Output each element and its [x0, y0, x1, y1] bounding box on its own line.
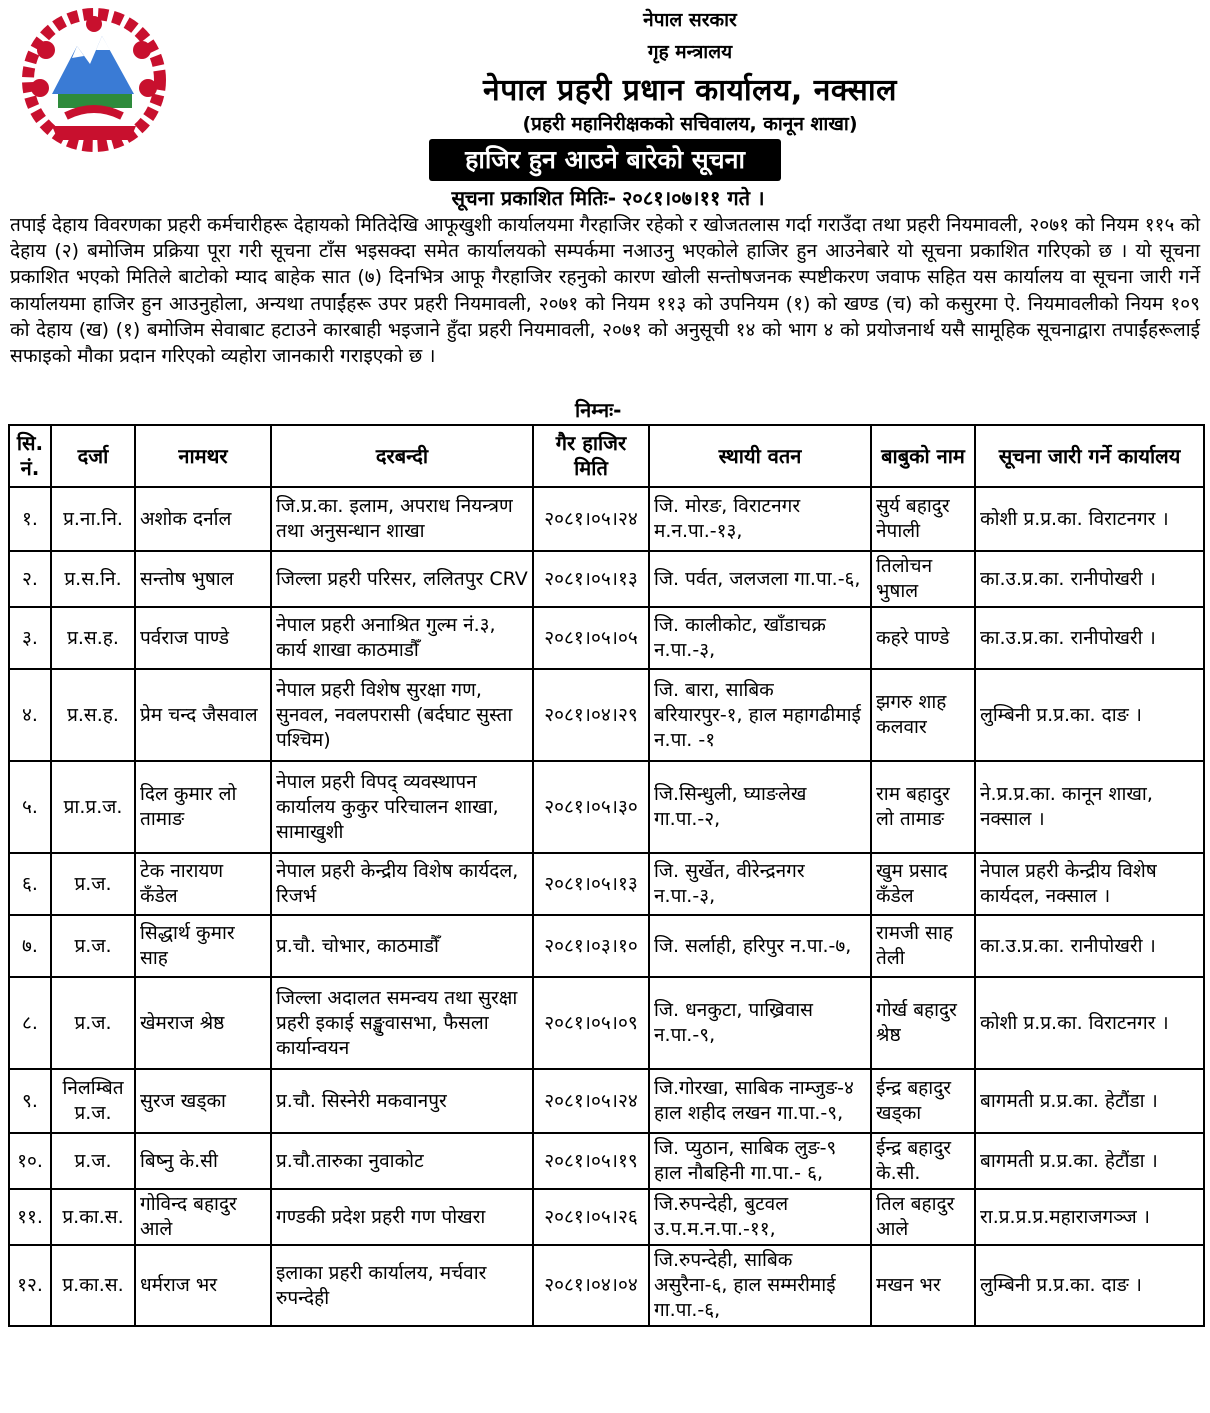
cell-name: अशोक दर्नाल [135, 487, 271, 551]
col-rank: दर्जा [51, 425, 135, 487]
cell-rank: प्र.ना.नि. [51, 487, 135, 551]
cell-name: सन्तोष भुषाल [135, 551, 271, 607]
cell-serial: ९. [9, 1069, 51, 1133]
col-posting: दरबन्दी [271, 425, 533, 487]
cell-rank: प्रा.प्र.ज. [51, 761, 135, 853]
table-row [9, 1189, 1204, 1245]
cell-address: जि. बारा, साबिक बरियारपुर-१, हाल महागढीमाई न.पा. -१ [649, 669, 871, 761]
cell-address: जि. कालीकोट, खाँडाचक्र न.पा.-३, [649, 607, 871, 669]
cell-address: जि.रुपन्देही, बुटवल उ.प.म.न.पा.-११, [649, 1189, 871, 1245]
cell-serial: ८. [9, 977, 51, 1069]
publication-date-label: सूचना प्रकाशित मितिः- [451, 186, 617, 210]
cell-father-name: तिल बहादुर आले [871, 1189, 975, 1245]
table-row [9, 487, 1204, 551]
cell-issuing-office: का.उ.प्र.का. रानीपोखरी । [975, 607, 1204, 669]
col-serial: सि. नं. [9, 425, 51, 487]
list-intro: निम्नः- [575, 398, 622, 422]
cell-issuing-office: नेपाल प्रहरी केन्द्रीय विशेष कार्यदल, नक्साल । [975, 853, 1204, 915]
cell-address: जि. प्युठान, साबिक लुङ-९ हाल नौबहिनी गा.पा.- ६, [649, 1133, 871, 1189]
cell-posting: जि.प्र.का. इलाम, अपराध नियन्त्रण तथा अनुसन्धान शाखा [271, 487, 533, 551]
cell-issuing-office: बागमती प्र.प्र.का. हेटौंडा । [975, 1069, 1204, 1133]
cell-father-name: राम बहादुर लो तामाङ [871, 761, 975, 853]
cell-name: टेक नारायण कँडेल [135, 853, 271, 915]
cell-name: सुरज खड्का [135, 1069, 271, 1133]
cell-father-name: गोर्ख बहादुर श्रेष्ठ [871, 977, 975, 1069]
cell-father-name: कहरे पाण्डे [871, 607, 975, 669]
table-row [9, 607, 1204, 669]
cell-issuing-office: बागमती प्र.प्र.का. हेटौंडा । [975, 1133, 1204, 1189]
cell-posting: नेपाल प्रहरी केन्द्रीय विशेष कार्यदल, रिजर्भ [271, 853, 533, 915]
cell-name: धर्मराज भर [135, 1245, 271, 1326]
cell-rank: प्र.का.स. [51, 1245, 135, 1326]
cell-absent-date: २०८१।०५।१९ [533, 1133, 649, 1189]
cell-absent-date: २०८१।०५।१३ [533, 551, 649, 607]
cell-absent-date: २०८१।०५।३० [533, 761, 649, 853]
office-subtitle: (प्रहरी महानिरीक्षकको सचिवालय, कानून शाखा) [522, 113, 858, 135]
cell-issuing-office: का.उ.प्र.का. रानीपोखरी । [975, 915, 1204, 977]
cell-issuing-office: लुम्बिनी प्र.प्र.का. दाङ । [975, 1245, 1204, 1326]
cell-name: गोविन्द बहादुर आले [135, 1189, 271, 1245]
office-name: नेपाल प्रहरी प्रधान कार्यालय, नक्साल [483, 73, 897, 108]
cell-issuing-office: का.उ.प्र.का. रानीपोखरी । [975, 551, 1204, 607]
cell-address: जि. सुर्खेत, वीरेन्द्रनगर न.पा.-३, [649, 853, 871, 915]
cell-address: जि.सिन्धुली, घ्याङलेख गा.पा.-२, [649, 761, 871, 853]
cell-rank: प्र.स.ह. [51, 669, 135, 761]
cell-address: जि. पर्वत, जलजला गा.पा.-६, [649, 551, 871, 607]
cell-rank: प्र.स.ह. [51, 607, 135, 669]
cell-absent-date: २०८१।०५।२६ [533, 1189, 649, 1245]
cell-issuing-office: कोशी प्र.प्र.का. विराटनगर । [975, 977, 1204, 1069]
cell-name: पर्वराज पाण्डे [135, 607, 271, 669]
cell-rank: प्र.ज. [51, 853, 135, 915]
col-name: नामथर [135, 425, 271, 487]
table-row [9, 853, 1204, 915]
cell-issuing-office: कोशी प्र.प्र.का. विराटनगर । [975, 487, 1204, 551]
cell-absent-date: २०८१।०५।१३ [533, 853, 649, 915]
publication-date-line [0, 184, 1210, 211]
table-header-row [9, 425, 1204, 487]
absent-personnel-table [8, 424, 1205, 1327]
col-issuing-office: सूचना जारी गर्ने कार्यालय [975, 425, 1204, 487]
table-row [9, 1133, 1204, 1189]
cell-rank: प्र.का.स. [51, 1189, 135, 1245]
cell-serial: १०. [9, 1133, 51, 1189]
cell-posting: इलाका प्रहरी कार्यालय, मर्चवार रुपन्देही [271, 1245, 533, 1326]
cell-serial: १. [9, 487, 51, 551]
table-row [9, 1069, 1204, 1133]
cell-posting: प्र.चौ. सिस्नेरी मकवानपुर [271, 1069, 533, 1133]
cell-serial: ११. [9, 1189, 51, 1245]
table-row [9, 915, 1204, 977]
cell-posting: जिल्ला अदालत समन्वय तथा सुरक्षा प्रहरी इकाई सङ्खुवासभा, फैसला कार्यान्वयन [271, 977, 533, 1069]
cell-name: बिष्नु के.सी [135, 1133, 271, 1189]
cell-posting: नेपाल प्रहरी अनाश्रित गुल्म नं.३, कार्य शाखा काठमाडौँ [271, 607, 533, 669]
cell-issuing-office: ने.प्र.प्र.का. कानून शाखा, नक्साल । [975, 761, 1204, 853]
cell-father-name: सुर्य बहादुर नेपाली [871, 487, 975, 551]
cell-father-name: खुम प्रसाद कँडेल [871, 853, 975, 915]
cell-serial: ६. [9, 853, 51, 915]
cell-address: जि.रुपन्देही, साबिक असुरैना-६, हाल सम्मरीमाई गा.पा.-६, [649, 1245, 871, 1326]
table-row [9, 669, 1204, 761]
cell-posting: प्र.चौ.तारुका नुवाकोट [271, 1133, 533, 1189]
cell-serial: ४. [9, 669, 51, 761]
cell-name: सिद्धार्थ कुमार साह [135, 915, 271, 977]
col-father-name: बाबुको नाम [871, 425, 975, 487]
cell-issuing-office: लुम्बिनी प्र.प्र.का. दाङ । [975, 669, 1204, 761]
cell-father-name: रामजी साह तेली [871, 915, 975, 977]
cell-absent-date: २०८१।०५।०५ [533, 607, 649, 669]
cell-posting: प्र.चौ. चोभार, काठमाडौँ [271, 915, 533, 977]
cell-address: जि. सर्लाही, हरिपुर न.पा.-७, [649, 915, 871, 977]
cell-issuing-office: रा.प्र.प्र.प्र.महाराजगञ्ज । [975, 1189, 1204, 1245]
cell-name: प्रेम चन्द जैसवाल [135, 669, 271, 761]
table-row [9, 761, 1204, 853]
cell-name: दिल कुमार लो तामाङ [135, 761, 271, 853]
cell-posting: जिल्ला प्रहरी परिसर, ललितपुर CRV [271, 551, 533, 607]
ministry-name: गृह मन्त्रालय [647, 41, 733, 63]
cell-father-name: ईन्द्र बहादुर के.सी. [871, 1133, 975, 1189]
cell-serial: १२. [9, 1245, 51, 1326]
col-address: स्थायी वतन [649, 425, 871, 487]
table-row [9, 977, 1204, 1069]
cell-rank: प्र.ज. [51, 1133, 135, 1189]
notice-body: तपाई देहाय विवरणका प्रहरी कर्मचारीहरू देहायको मितिदेखि आफूखुशी कार्यालयमा गैरहाजिर रहेको र खोजतलास गर्दा गराउँदा तथा प्रहरी नियमावली, २०७१ को नियम ११५ को देहाय (२) बमोजिम प्रक्रिया पूरा गरी सूचना टाँस भइसक्दा समेत कार्यालयको सम्पर्कमा नआउनु भएकोले हाजिर हुन आउनेबारे यो सूचना प्रकाशित गरिएको छ । यो सूचना प्रकाशित भएको मितिले बाटोको म्याद बाहेक सात (७) दिनभित्र आफू गैरहाजिर रहनुको कारण खोली सन्तोषजनक स्पष्टीकरण जवाफ सहित यस कार्यालय वा सूचना जारी गर्ने कार्यालयमा हाजिर हुन आउनुहोला, अन्यथा तपाईंहरू उपर प्रहरी नियमावली, २०७१ को नियम ११३ को उपनियम (१) को खण्ड (च) को कसुरमा ऐ. नियमावलीको नियम १०९ को देहाय (ख) (१) बमोजिम सेवाबाट हटाउने कारबाही भइजाने हुँदा प्रहरी नियमावली, २०७१ को अनुसूची १४ को भाग ४ को प्रयोजनार्थ यसै सामूहिक सूचनाद्वारा तपाईंहरूलाई सफाइको मौका प्रदान गरिएको व्यहोरा जानकारी गराइएको छ । [10, 214, 1200, 368]
cell-father-name: मखन भर [871, 1245, 975, 1326]
cell-address: जि.गोरखा, साबिक नाम्जुङ-४ हाल शहीद लखन गा.पा.-९, [649, 1069, 871, 1133]
cell-father-name: झगरु शाह कलवार [871, 669, 975, 761]
cell-absent-date: २०८१।०४।०४ [533, 1245, 649, 1326]
cell-rank: प्र.ज. [51, 915, 135, 977]
cell-absent-date: २०८१।०३।१० [533, 915, 649, 977]
cell-rank: प्र.स.नि. [51, 551, 135, 607]
cell-serial: ३. [9, 607, 51, 669]
cell-rank: प्र.ज. [51, 977, 135, 1069]
cell-serial: २. [9, 551, 51, 607]
cell-absent-date: २०८१।०५।२४ [533, 487, 649, 551]
cell-serial: ७. [9, 915, 51, 977]
table-row [9, 551, 1204, 607]
cell-father-name: ईन्द्र बहादुर खड्का [871, 1069, 975, 1133]
cell-address: जि. धनकुटा, पाख्रिवास न.पा.-९, [649, 977, 871, 1069]
cell-posting: गण्डकी प्रदेश प्रहरी गण पोखरा [271, 1189, 533, 1245]
nepal-emblem-icon [22, 6, 167, 154]
publication-date: २०८१।०७।११ गते । [622, 186, 765, 210]
cell-address: जि. मोरङ, विराटनगर म.न.पा.-१३, [649, 487, 871, 551]
cell-absent-date: २०८१।०५।०९ [533, 977, 649, 1069]
col-absent-date: गैर हाजिर मिति [533, 425, 649, 487]
cell-absent-date: २०८१।०५।२४ [533, 1069, 649, 1133]
notice-title-banner: हाजिर हुन आउने बारेको सूचना [429, 139, 781, 181]
cell-serial: ५. [9, 761, 51, 853]
govt-name: नेपाल सरकार [643, 9, 737, 31]
notice-header [0, 0, 1210, 180]
cell-absent-date: २०८१।०४।२९ [533, 669, 649, 761]
cell-name: खेमराज श्रेष्ठ [135, 977, 271, 1069]
cell-posting: नेपाल प्रहरी विशेष सुरक्षा गण, सुनवल, नवलपरासी (बर्दघाट सुस्ता पश्चिम) [271, 669, 533, 761]
cell-rank: निलम्बित प्र.ज. [51, 1069, 135, 1133]
cell-father-name: तिलोचन भुषाल [871, 551, 975, 607]
table-row [9, 1245, 1204, 1326]
cell-posting: नेपाल प्रहरी विपद् व्यवस्थापन कार्यालय कुकुर परिचालन शाखा, सामाखुशी [271, 761, 533, 853]
